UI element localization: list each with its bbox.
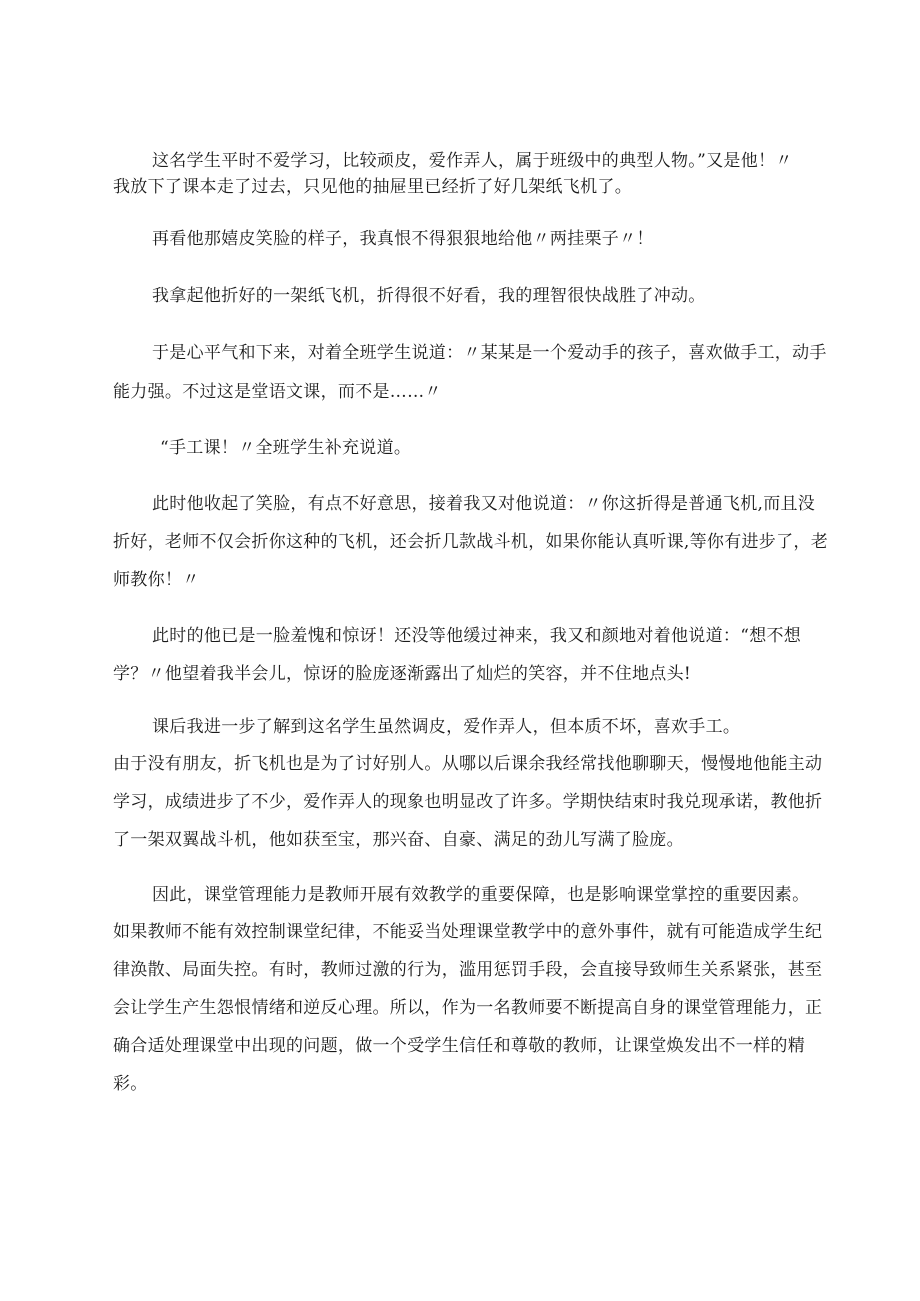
paragraph-8-line-4: 了一架双翼战斗机，他如获至宝，那兴奋、自豪、满足的劲儿写满了脸庞。 — [113, 830, 684, 850]
paragraph-1-line-2: 我放下了课本走了过去，只见他的抽屉里已经折了好几架纸飞机了。 — [113, 177, 632, 197]
paragraph-6-line-2: 折好，老师不仅会折你这种的飞机，还会折几款战斗机，如果你能认真听课,等你有进步了，老 — [113, 532, 829, 552]
paragraph-9-line-5: 确合适处理课堂中出现的问题，做一个受学生信任和尊敬的教师，让课堂焕发出不一样的精 — [113, 1036, 805, 1056]
paragraph-6-line-1: 此时他收起了笑脸，有点不好意思，接着我又对他说道：〃你这折得是普通飞机,而且没 — [152, 494, 816, 514]
paragraph-8-line-3: 学习，成绩进步了不少，爱作弄人的现象也明显改了许多。学期快结束时我兑现承诺，教他折 — [113, 792, 823, 812]
paragraph-9-line-4: 会让学生产生怨恨情绪和逆反心理。所以，作为一名教师要不断提高自身的课堂管理能力，正 — [113, 998, 823, 1018]
paragraph-7-line-2: 学？〃他望着我半会儿，惊讶的脸庞逐渐露出了灿烂的笑容，并不住地点头! — [113, 664, 692, 684]
paragraph-7-line-1: 此时的他已是一脸羞愧和惊讶！还没等他缓过神来，我又和颜地对着他说道：“想不想 — [152, 626, 802, 646]
paragraph-9-line-1: 因此，课堂管理能力是教师开展有效教学的重要保障，也是影响课堂掌控的重要因素。 — [152, 885, 810, 905]
paragraph-9-line-6: 彩。 — [113, 1074, 148, 1094]
paragraph-4-line-2: 能力强。不过这是堂语文课，而不是……〃 — [113, 382, 442, 402]
paragraph-1-line-1: 这名学生平时不爱学习，比较顽皮，爱作弄人，属于班级中的典型人物。”又是他！〃 — [152, 151, 793, 171]
paragraph-6-line-3: 师教你！〃 — [113, 570, 200, 590]
paragraph-4-line-1: 于是心平气和下来，对着全班学生说道：〃某某是一个爱动手的孩子，喜欢做手工，动手 — [152, 343, 827, 363]
paragraph-8-line-1: 课后我进一步了解到这名学生虽然调皮，爱作弄人，但本质不坏，喜欢手工。 — [152, 717, 741, 737]
paragraph-3-line-1: 我拿起他折好的一架纸飞机，折得很不好看，我的理智很快战胜了冲动。 — [152, 286, 706, 306]
paragraph-2-line-1: 再看他那嬉皮笑脸的样子，我真恨不得狠狠地给他〃两挂栗子〃！ — [152, 229, 654, 249]
paragraph-8-line-2: 由于没有朋友，折飞机也是为了讨好别人。从哪以后课余我经常找他聊聊天，慢慢地他能主动 — [113, 754, 823, 774]
paragraph-5-line-1: “手工课！〃全班学生补充说道。 — [160, 438, 412, 458]
paragraph-9-line-2: 如果教师不能有效控制课堂纪律，不能妥当处理课堂教学中的意外事件，就有可能造成学生纪 — [113, 922, 823, 942]
paragraph-9-line-3: 律涣散、局面失控。有时，教师过激的行为，滥用惩罚手段，会直接导致师生关系紧张，甚至 — [113, 960, 823, 980]
